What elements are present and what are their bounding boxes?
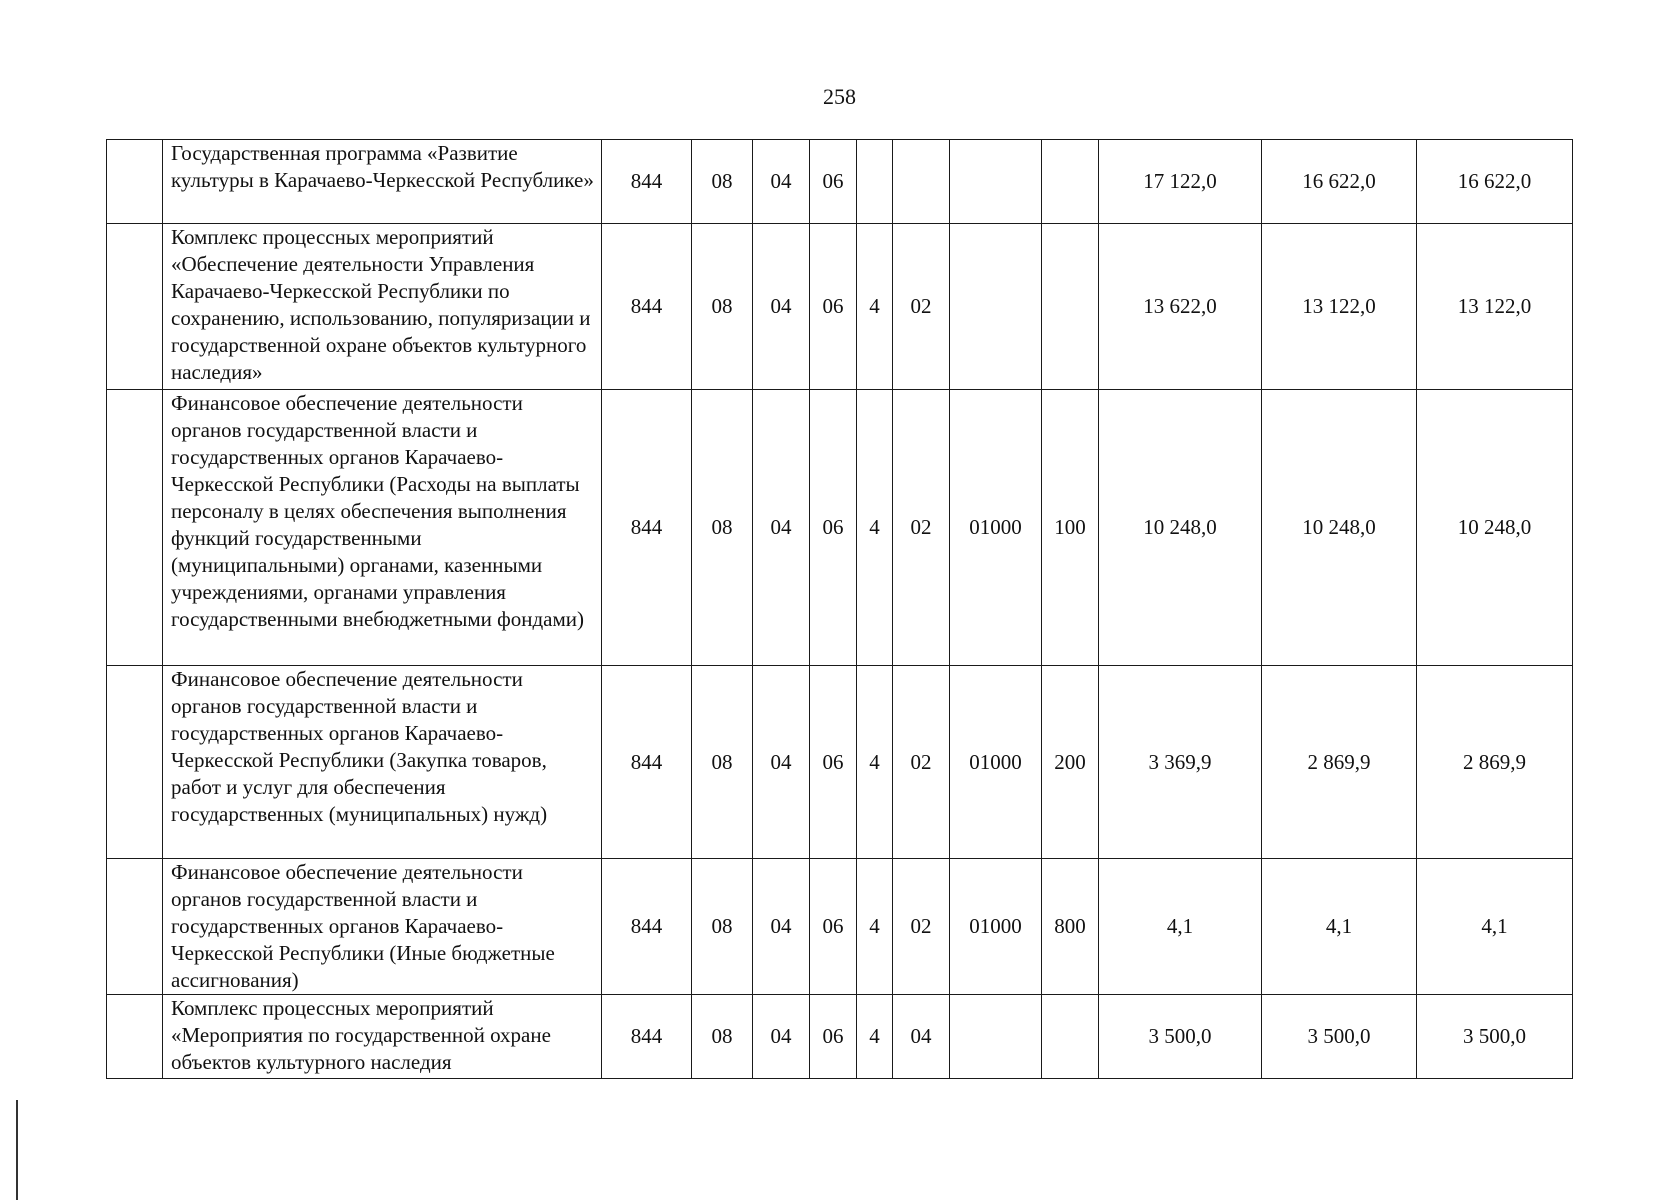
sum-year-1-cell: 3 369,9 [1099, 666, 1262, 859]
direction-code-cell: 01000 [950, 666, 1042, 859]
structure-code-cell: 02 [893, 859, 950, 995]
sum-year-2-cell: 4,1 [1262, 859, 1417, 995]
table-row [107, 995, 1573, 1079]
sum-year-3-cell: 16 622,0 [1417, 140, 1573, 224]
sum-year-2-cell: 13 122,0 [1262, 224, 1417, 390]
section-code-cell: 08 [692, 995, 753, 1079]
structure-code-cell: 02 [893, 224, 950, 390]
sum-year-3-cell: 4,1 [1417, 859, 1573, 995]
section-code-cell: 08 [692, 859, 753, 995]
sum-year-1-cell: 3 500,0 [1099, 995, 1262, 1079]
sum-year-3-cell: 13 122,0 [1417, 224, 1573, 390]
row-name-cell: Комплекс процессных мероприятий «Мероприятия по государственной охране объектов культурного наследия [163, 995, 602, 1079]
ministry-code-cell: 844 [602, 995, 692, 1079]
table-row [107, 666, 1573, 859]
expense-type-cell: 800 [1042, 859, 1099, 995]
sum-year-3-cell: 10 248,0 [1417, 390, 1573, 666]
subsection-code-cell: 04 [753, 224, 810, 390]
direction-code-cell [950, 995, 1042, 1079]
sum-year-3-cell: 3 500,0 [1417, 995, 1573, 1079]
section-code-cell: 08 [692, 666, 753, 859]
row-name-cell: Финансовое обеспечение деятельности органов государственной власти и государственных органов Карачаево-Черкесской Республики (Иные бюджетные ассигнования) [163, 859, 602, 995]
sum-year-2-cell: 2 869,9 [1262, 666, 1417, 859]
expense-type-cell [1042, 224, 1099, 390]
budget-table [106, 139, 1573, 1079]
program-code-cell: 06 [810, 995, 857, 1079]
scan-edge-mark [16, 1100, 18, 1200]
table-row [107, 224, 1573, 390]
program-code-cell: 06 [810, 140, 857, 224]
row-name-cell: Финансовое обеспечение деятельности органов государственной власти и государственных органов Карачаево-Черкесской Республики (Закупка товаров, работ и услуг для обеспечения государственных (муниципальных) нужд) [163, 666, 602, 859]
program-code-cell: 06 [810, 666, 857, 859]
sum-year-1-cell: 10 248,0 [1099, 390, 1262, 666]
expense-type-cell [1042, 140, 1099, 224]
sum-year-1-cell: 17 122,0 [1099, 140, 1262, 224]
row-name-cell: Финансовое обеспечение деятельности органов государственной власти и государственных органов Карачаево-Черкесской Республики (Расходы на выплаты персоналу в целях обеспечения выполнения функций государственными (муниципальными) органами, казенными учреждениями, органами управления государственными внебюджетными фондами) [163, 390, 602, 666]
ministry-code-cell: 844 [602, 140, 692, 224]
ministry-code-cell: 844 [602, 224, 692, 390]
row-name-cell: Государственная программа «Развитие культуры в Карачаево-Черкесской Республике» [163, 140, 602, 224]
row-number-cell [107, 140, 163, 224]
subsection-code-cell: 04 [753, 666, 810, 859]
direction-code-cell: 01000 [950, 390, 1042, 666]
row-number-cell [107, 859, 163, 995]
row-number-cell [107, 995, 163, 1079]
row-number-cell [107, 390, 163, 666]
program-type-cell: 4 [857, 224, 893, 390]
expense-type-cell [1042, 995, 1099, 1079]
program-type-cell: 4 [857, 995, 893, 1079]
subsection-code-cell: 04 [753, 995, 810, 1079]
ministry-code-cell: 844 [602, 859, 692, 995]
program-type-cell: 4 [857, 390, 893, 666]
row-number-cell [107, 224, 163, 390]
subsection-code-cell: 04 [753, 140, 810, 224]
sum-year-1-cell: 4,1 [1099, 859, 1262, 995]
sum-year-2-cell: 3 500,0 [1262, 995, 1417, 1079]
row-name-cell: Комплекс процессных мероприятий «Обеспечение деятельности Управления Карачаево-Черкесской Республики по сохранению, использованию, популяризации и государственной охране объектов культурного наследия» [163, 224, 602, 390]
section-code-cell: 08 [692, 390, 753, 666]
structure-code-cell: 02 [893, 390, 950, 666]
section-code-cell: 08 [692, 140, 753, 224]
table-row [107, 390, 1573, 666]
table-row [107, 859, 1573, 995]
ministry-code-cell: 844 [602, 390, 692, 666]
subsection-code-cell: 04 [753, 390, 810, 666]
sum-year-2-cell: 16 622,0 [1262, 140, 1417, 224]
program-code-cell: 06 [810, 224, 857, 390]
program-code-cell: 06 [810, 390, 857, 666]
program-type-cell [857, 140, 893, 224]
sum-year-3-cell: 2 869,9 [1417, 666, 1573, 859]
subsection-code-cell: 04 [753, 859, 810, 995]
expense-type-cell: 100 [1042, 390, 1099, 666]
program-type-cell: 4 [857, 859, 893, 995]
structure-code-cell: 04 [893, 995, 950, 1079]
sum-year-2-cell: 10 248,0 [1262, 390, 1417, 666]
table-body [107, 140, 1573, 1079]
page-number: 258 [823, 84, 856, 109]
direction-code-cell [950, 224, 1042, 390]
section-code-cell: 08 [692, 224, 753, 390]
direction-code-cell [950, 140, 1042, 224]
expense-type-cell: 200 [1042, 666, 1099, 859]
program-type-cell: 4 [857, 666, 893, 859]
program-code-cell: 06 [810, 859, 857, 995]
direction-code-cell: 01000 [950, 859, 1042, 995]
row-number-cell [107, 666, 163, 859]
table-row [107, 140, 1573, 224]
structure-code-cell: 02 [893, 666, 950, 859]
ministry-code-cell: 844 [602, 666, 692, 859]
structure-code-cell [893, 140, 950, 224]
sum-year-1-cell: 13 622,0 [1099, 224, 1262, 390]
